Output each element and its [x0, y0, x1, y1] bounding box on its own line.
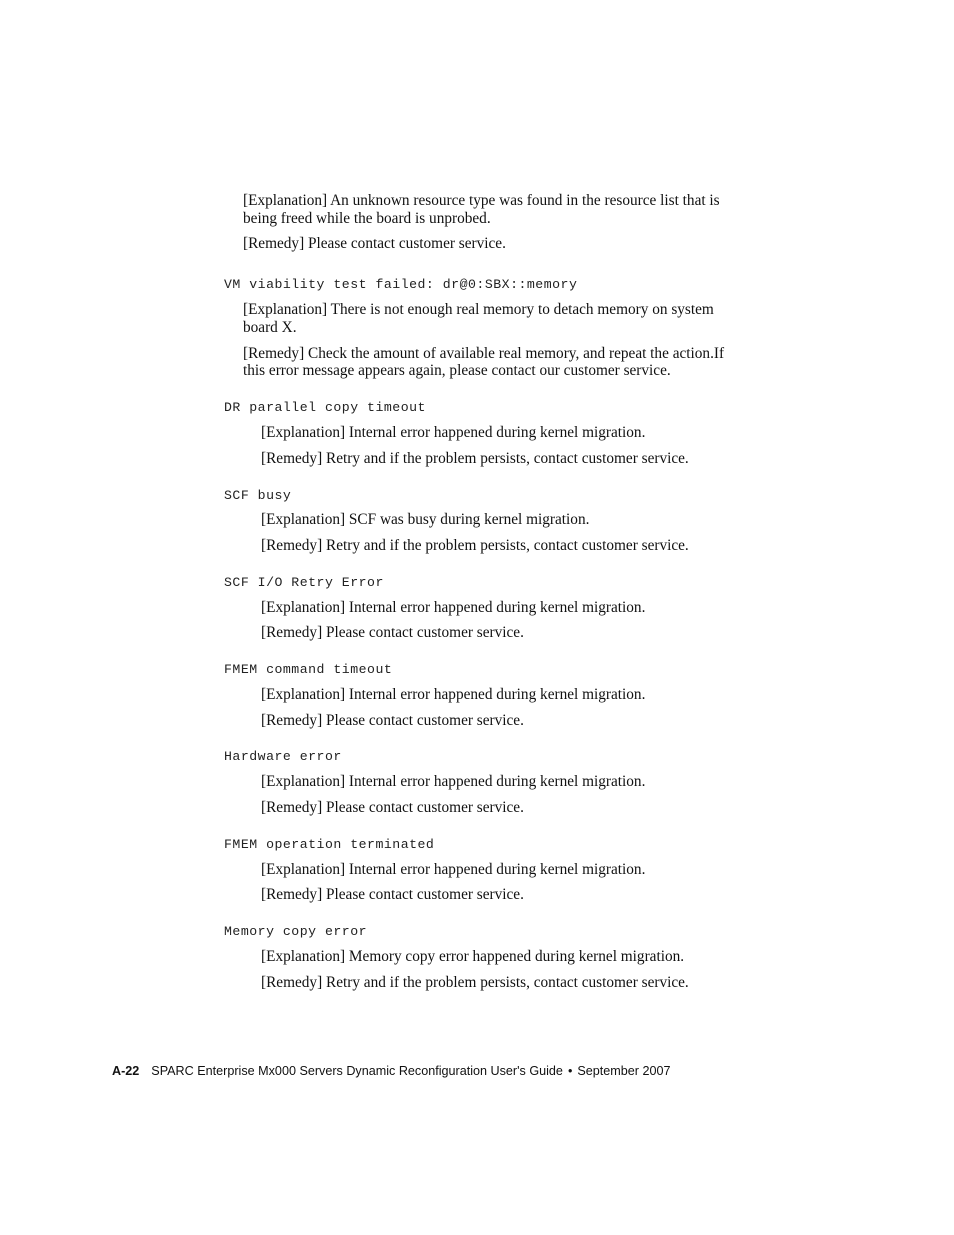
entry-explanation-line2: board X.	[243, 319, 297, 336]
error-message-scf-busy: SCF busy	[224, 488, 292, 503]
entry-remedy: [Remedy] Please contact customer service.	[261, 886, 524, 903]
error-message-memory-copy-error: Memory copy error	[224, 924, 368, 939]
footer-bullet: •	[567, 1064, 573, 1078]
entry-remedy: [Remedy] Please contact customer service.	[261, 624, 524, 641]
error-message-fmem-command-timeout: FMEM command timeout	[224, 662, 393, 677]
error-message-scf-io-retry: SCF I/O Retry Error	[224, 575, 384, 590]
document-title: SPARC Enterprise Mx000 Servers Dynamic Reconfiguration User's Guide	[151, 1064, 563, 1078]
intro-explanation-line1: [Explanation] An unknown resource type was found in the resource list that is	[243, 192, 720, 209]
intro-explanation-line2: being freed while the board is unprobed.	[243, 210, 491, 227]
entry-explanation-line1: [Explanation] There is not enough real memory to detach memory on system	[243, 301, 714, 318]
entry-remedy: [Remedy] Retry and if the problem persists, contact customer service.	[261, 450, 689, 467]
entry-remedy: [Remedy] Retry and if the problem persists, contact customer service.	[261, 537, 689, 554]
publication-date: September 2007	[577, 1064, 671, 1078]
entry-remedy-line1: [Remedy] Check the amount of available real memory, and repeat the action.If	[243, 345, 725, 362]
entry-remedy: [Remedy] Please contact customer service.	[261, 712, 524, 729]
error-message-vm-viability: VM viability test failed: dr@0:SBX::memory	[224, 277, 578, 292]
entry-explanation: [Explanation] Internal error happened during kernel migration.	[261, 773, 646, 790]
entry-explanation: [Explanation] Internal error happened during kernel migration.	[261, 424, 646, 441]
page-footer	[112, 1063, 670, 1079]
entry-remedy-line2: this error message appears again, please contact our customer service.	[243, 362, 671, 379]
entry-explanation: [Explanation] Internal error happened during kernel migration.	[261, 861, 646, 878]
entry-remedy: [Remedy] Please contact customer service.	[261, 799, 524, 816]
page-number: A-22	[112, 1064, 140, 1078]
entry-explanation: [Explanation] SCF was busy during kernel migration.	[261, 511, 590, 528]
entry-remedy: [Remedy] Retry and if the problem persists, contact customer service.	[261, 974, 689, 991]
entry-explanation: [Explanation] Internal error happened during kernel migration.	[261, 686, 646, 703]
error-message-dr-parallel-copy-timeout: DR parallel copy timeout	[224, 400, 426, 415]
entry-explanation: [Explanation] Internal error happened during kernel migration.	[261, 599, 646, 616]
entry-explanation: [Explanation] Memory copy error happened during kernel migration.	[261, 948, 685, 965]
error-message-hardware-error: Hardware error	[224, 749, 342, 764]
intro-remedy: [Remedy] Please contact customer service.	[243, 235, 506, 252]
error-message-fmem-operation-terminated: FMEM operation terminated	[224, 837, 435, 852]
